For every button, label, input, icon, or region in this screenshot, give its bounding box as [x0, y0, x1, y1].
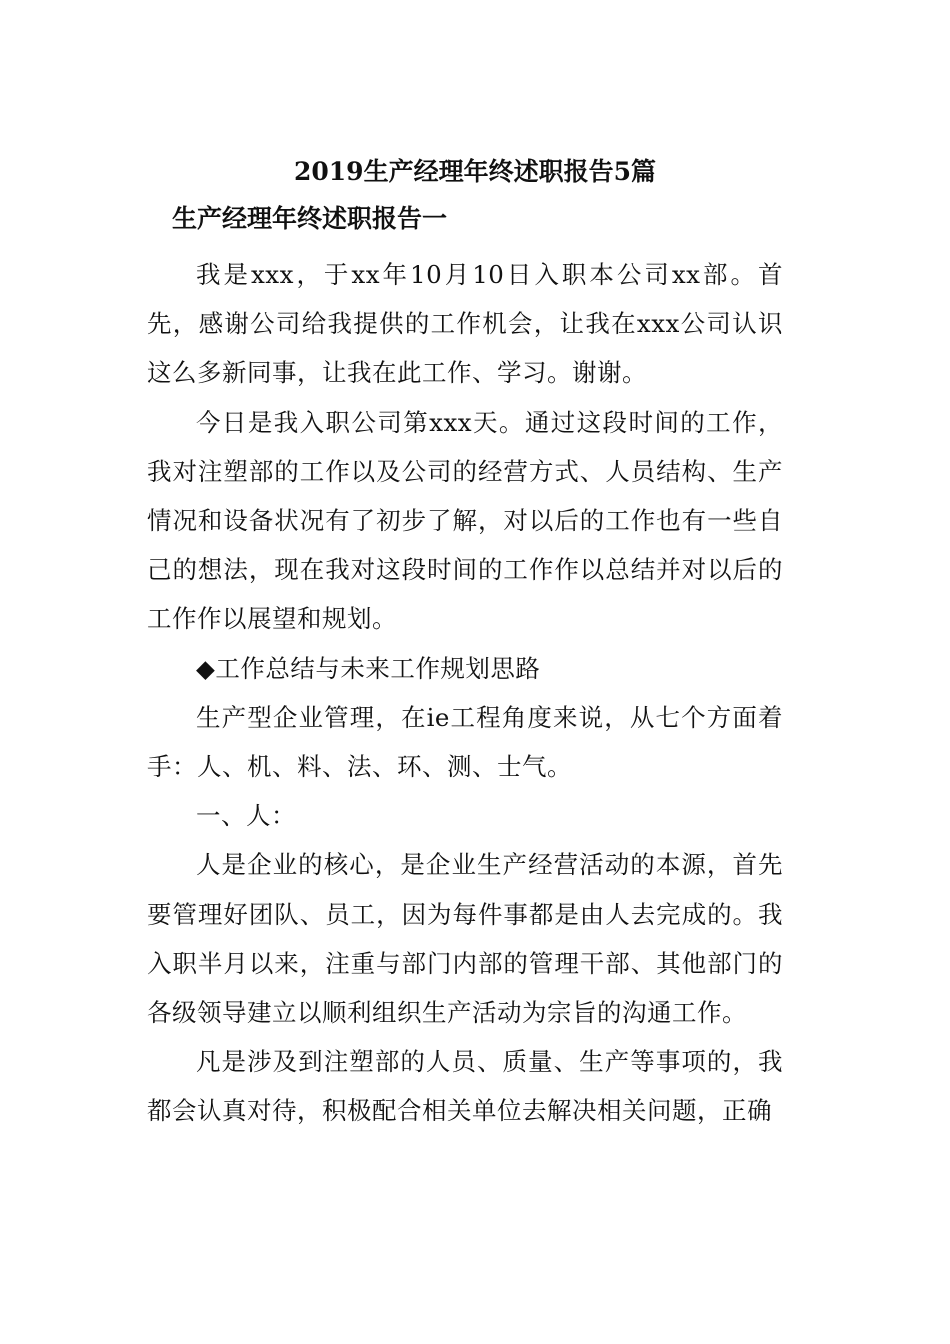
paragraph-people-core: 人是企业的核心，是企业生产经营活动的本源，首先要管理好团队、员工，因为每件事都是由人去完成的。我入职半月以来，注重与部门内部的管理干部、其他部门的各级领导建立以顺利组织生产活动为宗旨的沟通工作。: [147, 850, 783, 1028]
paragraph-intro: 我是xxx，于xx年10月10日入职本公司xx部。首先，感谢公司给我提供的工作机会，让我在xxx公司认识这么多新同事，让我在此工作、学习。谢谢。: [147, 260, 783, 388]
paragraph-people-heading: 一、人：: [196, 801, 296, 831]
paragraph-section-marker: ◆工作总结与未来工作规划思路: [196, 653, 541, 683]
paragraph-cooperation: 凡是涉及到注塑部的人员、质量、生产等事项的，我都会认真对待，积极配合相关单位去解决相关问题，正确: [147, 1047, 783, 1126]
document-body: [147, 250, 783, 1136]
paragraph-management-aspects: 生产型企业管理，在ie工程角度来说，从七个方面着手：人、机、料、法、环、测、士气。: [147, 702, 783, 782]
section-heading: 生产经理年终述职报告一: [172, 204, 448, 233]
paragraph-overview: 今日是我入职公司第xxx天。通过这段时间的工作，我对注塑部的工作以及公司的经营方式、人员结构、生产情况和设备状况有了初步了解，对以后的工作也有一些自己的想法，现在我对这段时间的工作作以总结并对以后的工作作以展望和规划。: [147, 407, 783, 634]
document-title: 2019生产经理年终述职报告5篇: [294, 157, 656, 186]
